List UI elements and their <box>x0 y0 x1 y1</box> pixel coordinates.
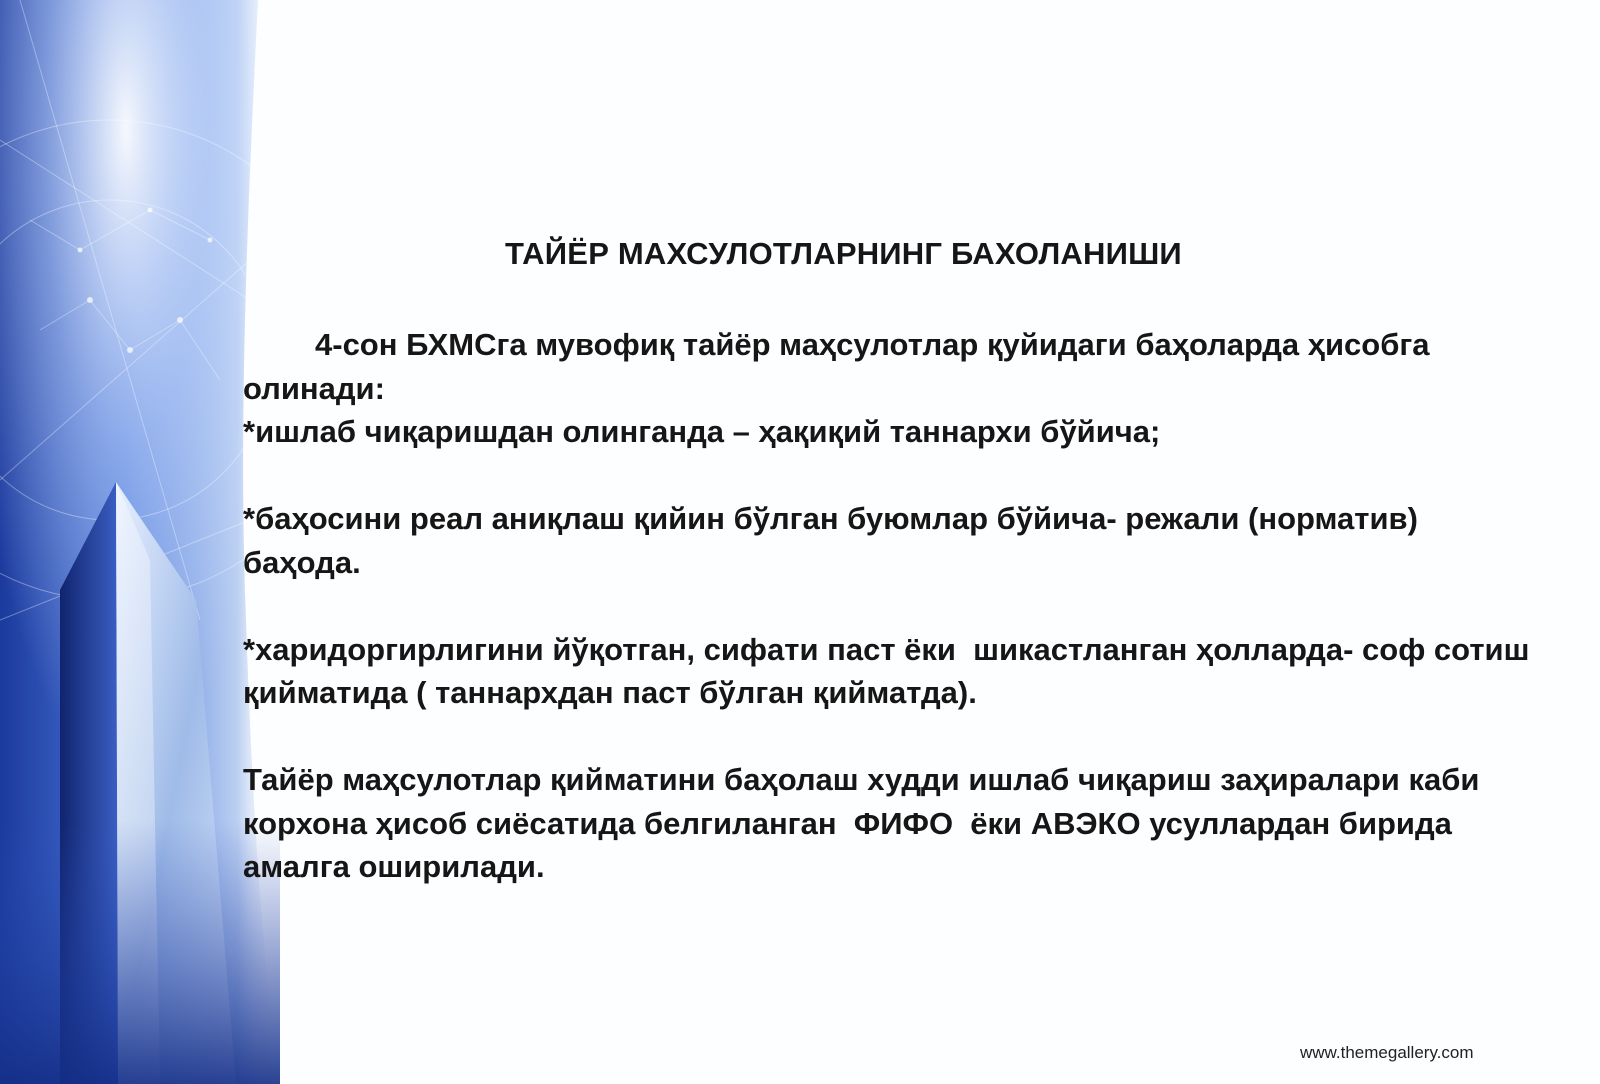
footer-website: www.themegallery.com <box>1300 1043 1474 1062</box>
spacer <box>243 584 1543 628</box>
closing-paragraph: Тайёр маҳсулотлар қийматини баҳолаш худди ишлаб чиқариш заҳиралари каби корхона ҳисоб сиёсатида белгиланган ФИФО ёки АВЭКО усуллардан бирида амалга оширилади. <box>243 762 1489 884</box>
spacer <box>243 715 1543 759</box>
slide-title: ТАЙЁР МАХСУЛОТЛАРНИНГ БАХОЛАНИШИ <box>505 236 1182 271</box>
bullet-net-realizable-value: *харидоргирлигини йўқотган, сифати паст ёки шикастланган ҳолларда- соф сотиш қийматида ( таннархдан паст бўлган қийматда). <box>243 631 1547 710</box>
bullet-standard-price: *баҳосини реал аниқлаш қийин бўлган буюмлар бўйича- режали (норматив) баҳода. <box>243 501 1427 580</box>
bullet-actual-cost: *ишлаб чиқаришдан олинганда – ҳақиқий таннархи бўйича; <box>243 414 1161 449</box>
slide-body <box>243 323 1547 889</box>
intro-paragraph: 4-сон БХМСга мувофиқ тайёр маҳсулотлар қуйидаги баҳоларда ҳисобга олинади: <box>243 327 1439 406</box>
spacer <box>243 454 1543 498</box>
